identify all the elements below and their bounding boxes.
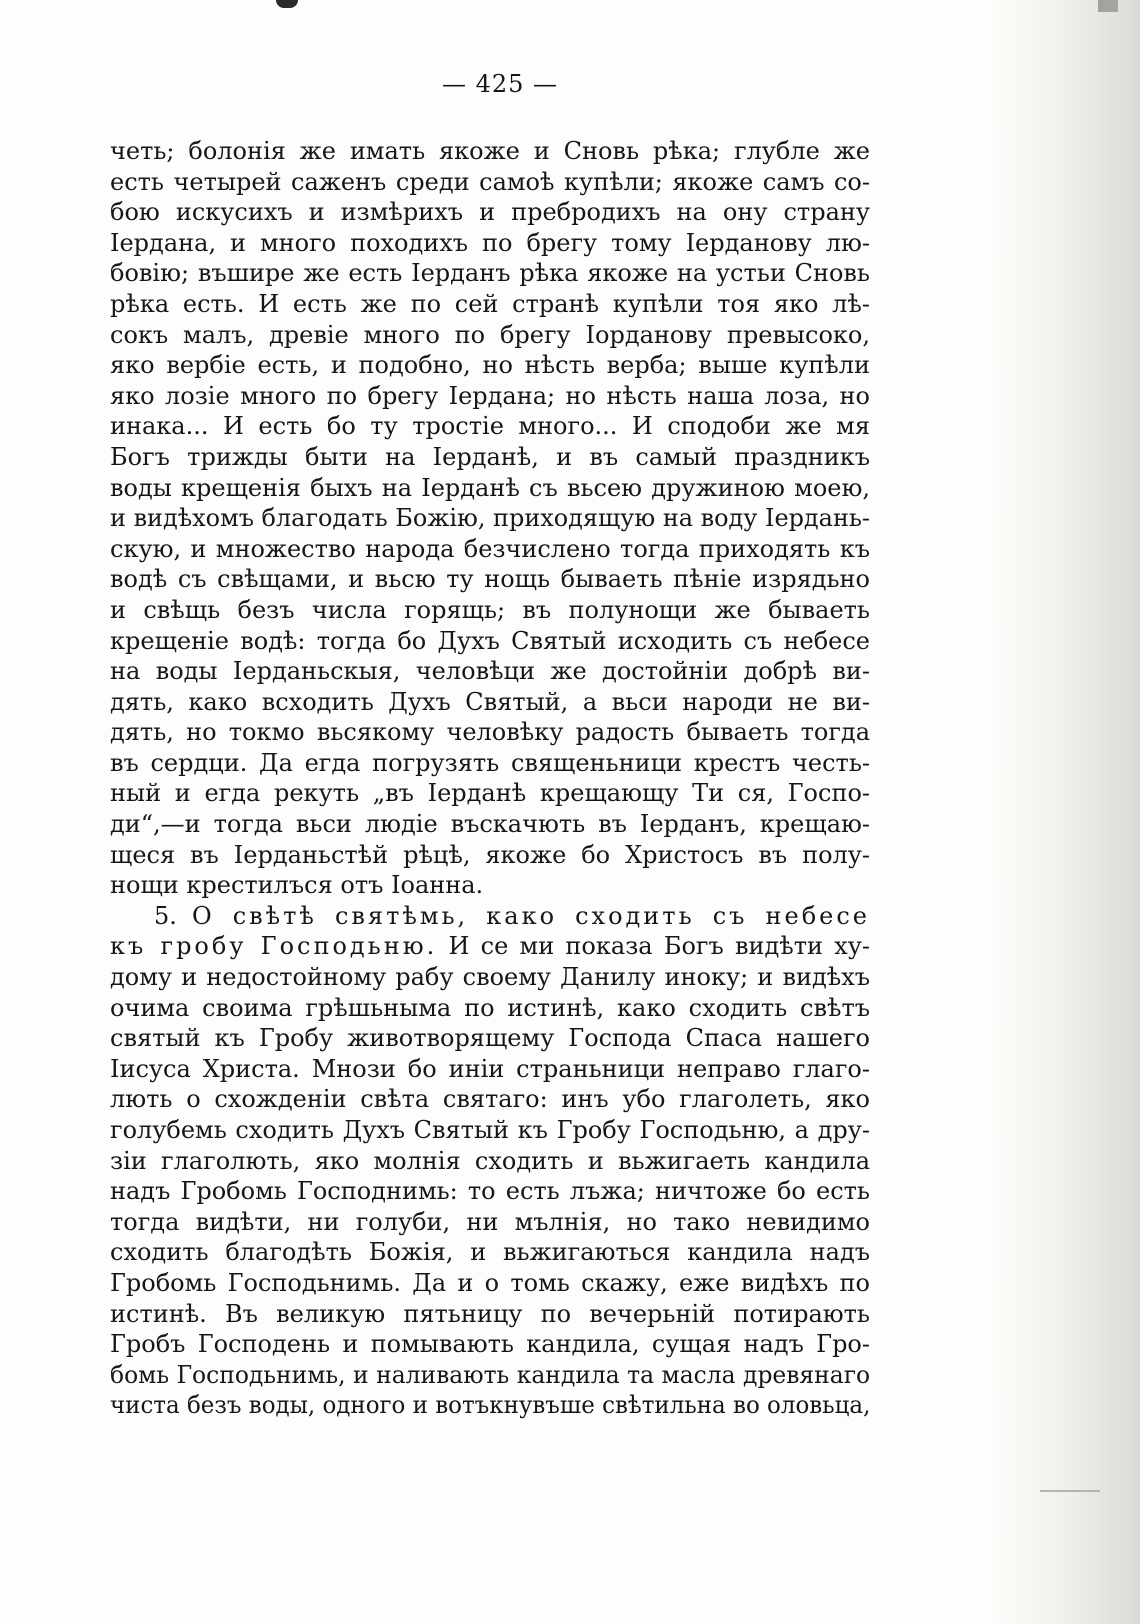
text-line: истинѣ. Въ великую пятьницу по вечерьній потирають [110, 1299, 870, 1328]
text-line: лють о схожденіи свѣта святаго: инъ убо глаголеть, яко [110, 1085, 870, 1114]
scan-artifact [1098, 0, 1118, 12]
section-title: О свѣтѣ святѣмь, како сходить съ небесе [191, 901, 870, 930]
text-line: яко вербіе есть, и подобно, но нѣсть верба; выше купѣли [110, 351, 870, 380]
section-number: 5. [154, 901, 177, 930]
text-line: Іисуса Христа. Мнози бо иніи страньници неправо глаго- [110, 1054, 870, 1083]
text-line: яко лозіе много по брегу Іердана; но нѣсть наша лоза, но [110, 381, 870, 410]
text-line: дому и недостойному рабу своему Данилу иноку; и видѣхъ [110, 963, 870, 992]
text-line: Іердана, и много походихъ по брегу тому Іерданову лю- [110, 228, 870, 257]
text-line: и свѣщь безъ числа горящь; въ полунощи же бываеть [110, 595, 870, 624]
text-line: нощи крестилъся отъ Іоанна. [110, 871, 484, 900]
section-title: къ гробу Господьню. [110, 932, 438, 961]
text-line: бою искусихъ и измѣрихъ и пребродихъ на ону страну [110, 198, 870, 227]
text-line: святый къ Гробу животворящему Господа Спаса нашего [110, 1024, 870, 1053]
text-line: крещеніе водѣ: тогда бо Духъ Святый исходить съ небесе [110, 626, 870, 655]
section-heading [110, 901, 870, 932]
text-line: ный и егда рекуть „въ Іерданѣ крещающу Ти ся, Госпо- [110, 779, 870, 808]
text-line: на воды Іерданьскыя, человѣци же достойніи добрѣ ви- [110, 657, 870, 686]
text-fragment: И се ми показа Богъ видѣти ху- [448, 932, 870, 961]
text-line: чиста безъ воды, одного и вотъкнувъше свѣтильна во оловьца, [110, 1391, 871, 1420]
text-line: воды крещенія быхъ на Іерданѣ съ вьсею дружиною моею, [110, 473, 870, 502]
text-line: бомь Господьнимь, и наливають кандила та масла древянаго [110, 1360, 871, 1389]
text-line: голубемь сходить Духъ Святый къ Гробу Господьню, а дру- [110, 1116, 870, 1144]
text-line: Гробомь Господьнимь. Да и о томь скажу, еже видѣхъ по [110, 1268, 870, 1297]
scan-artifact [276, 0, 298, 8]
text-line: зіи глаголють, яко молнія сходить и вьжигаеть кандила [110, 1146, 870, 1175]
text-line: инака... И есть бо ту тростіе много... И сподоби же мя [110, 412, 870, 441]
text-line: есть четырей саженъ среди самоѣ купѣли; якоже самъ со- [110, 167, 870, 196]
text-line: четь; болонія же имать якоже и Сновь рѣка; глубле же [110, 137, 870, 165]
text-line: ди“,—и тогда вьси людіе въскачють въ Іерданъ, крещаю- [110, 810, 870, 839]
text-line: надъ Гробомь Господнимь: то есть лъжа; ничтоже бо есть [110, 1177, 870, 1206]
text-line: Гробъ Господень и помывають кандила, сущая надъ Гро- [110, 1330, 870, 1359]
page-number: — 425 — [441, 70, 559, 98]
text-line: тогда видѣти, ни голуби, ни мълнія, но тако невидимо [110, 1207, 870, 1236]
text-line: Богъ трижды быти на Іерданѣ, и въ самый праздникъ [110, 442, 870, 471]
text-line: въ сердци. Да егда погрузять священьници крестъ честь- [110, 748, 870, 777]
text-line: очима своима грѣшьныма по истинѣ, како сходить свѣтъ [110, 993, 870, 1022]
body-text [110, 136, 870, 1421]
text-line: рѣка есть. И есть же по сей странѣ купѣли тоя яко лѣ- [110, 289, 870, 318]
text-line: и видѣхомъ благодать Божію, приходящую на воду Іердань- [110, 504, 871, 533]
section-heading-line-2 [110, 931, 870, 962]
page-edge-shadow [990, 0, 1140, 1624]
text-line: бовію; въшире же есть Іерданъ рѣка якоже на устьи Сновь [110, 259, 870, 288]
text-line: щеся въ Іерданьстѣй рѣцѣ, якоже бо Христосъ въ полу- [110, 840, 870, 869]
text-line: сокъ малъ, древіе много по брегу Іорданову превысоко, [110, 320, 870, 349]
text-line: дять, како всходить Духъ Святый, а вьси народи не ви- [110, 687, 870, 716]
text-line: скую, и множество народа безчислено тогда приходять къ [110, 534, 870, 563]
scan-artifact [1040, 1490, 1100, 1492]
text-line: дять, но токмо вьсякому человѣку радость бываеть тогда [110, 718, 870, 747]
text-line: сходить благодѣть Божія, и вьжигаються кандила надъ [110, 1238, 870, 1267]
text-line: водѣ съ свѣщами, и вьсю ту нощь бываеть пѣніе изрядьно [110, 565, 870, 594]
